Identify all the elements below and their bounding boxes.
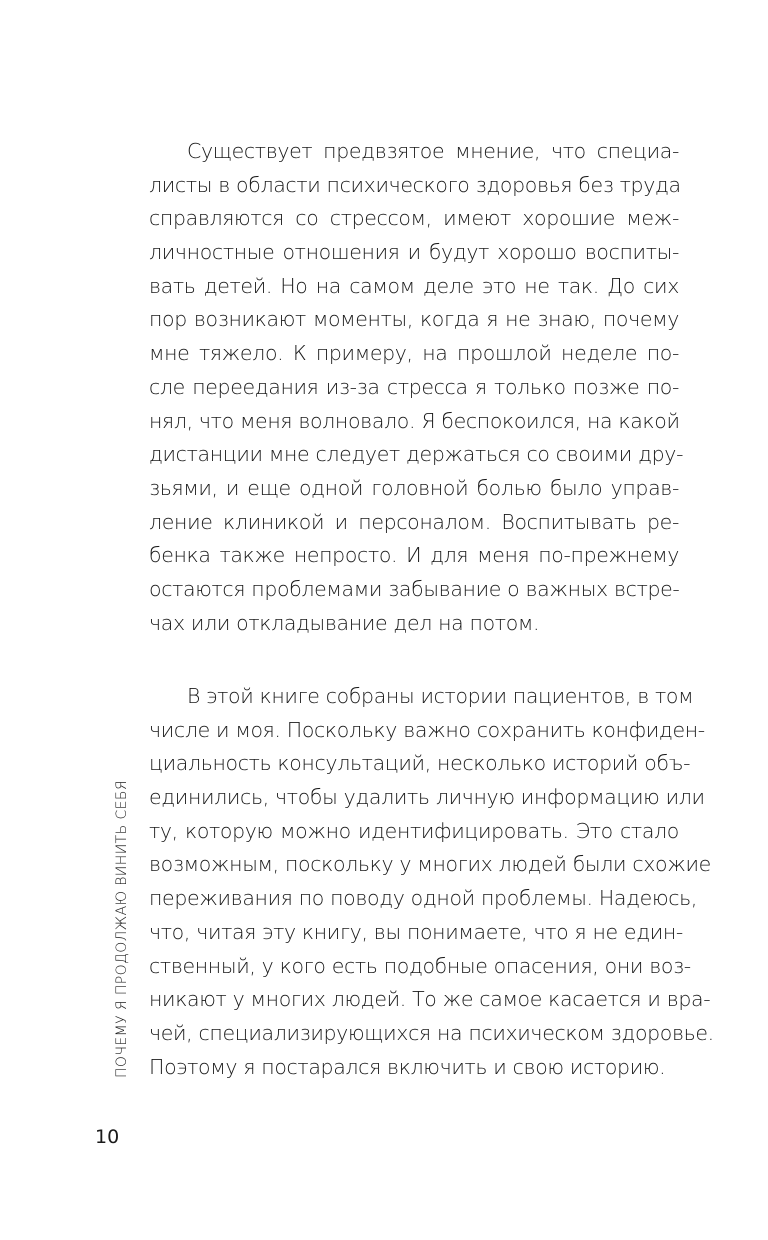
text-line: мне тяжело. К примеру, на прошлой неделе по- xyxy=(149,341,679,366)
paragraph-2 xyxy=(149,680,714,1084)
text-line: возможным, поскольку у многих людей были схожие xyxy=(149,852,711,877)
text-line: вать детей. Но на самом деле это не так. До сих xyxy=(149,273,679,298)
text-line: циальность консультаций, несколько историй объ- xyxy=(149,751,691,776)
text-line: ту, которую можно идентифицировать. Это стало xyxy=(149,818,679,843)
text-line: единились, чтобы удалить личную информацию или xyxy=(149,785,705,810)
text-line: остаются проблемами забывание о важных встре- xyxy=(149,576,680,601)
text-line: числе и моя. Поскольку важно сохранить конфиден- xyxy=(149,717,705,742)
text-line: переживания по поводу одной проблемы. Надеюсь, xyxy=(149,886,698,911)
text-line: дистанции мне следует держаться со своими дру- xyxy=(149,442,684,467)
text-line: В этой книге собраны истории пациентов, в том xyxy=(187,684,694,708)
text-line: ление клиникой и персоналом. Воспитывать ре- xyxy=(149,509,679,534)
text-line: листы в области психического здоровья без труда xyxy=(149,172,681,197)
text-line: пор возникают моменты, когда я не знаю, почему xyxy=(149,307,679,332)
text-line: бенка также непросто. И для меня по-прежнему xyxy=(149,543,679,568)
text-line: нял, что меня волновало. Я беспокоился, на какой xyxy=(149,408,680,433)
text-line: личностные отношения и будут хорошо воспиты- xyxy=(149,240,679,265)
paragraph-1 xyxy=(149,135,684,640)
text-line: зьями, и еще одной головной болью было управ- xyxy=(149,475,679,500)
text-line: Поэтому я постарался включить и свою историю. xyxy=(149,1054,666,1079)
text-line: чей, специализирующихся на психическом здоровье. xyxy=(149,1020,714,1045)
text-line: никают у многих людей. То же самое касается и вра- xyxy=(149,987,711,1012)
text-line: Существует предвзятое мнение, что специа- xyxy=(187,139,679,163)
page-number: 10 xyxy=(95,1126,120,1148)
text-line: что, читая эту книгу, вы понимаете, что я не един- xyxy=(149,919,683,944)
text-line: чах или откладывание дел на потом. xyxy=(149,610,540,635)
running-head: ПОЧЕМУ Я ПРОДОЛЖАЮ ВИНИТЬ СЕБЯ xyxy=(114,779,130,1078)
text-line: сле переедания из-за стресса я только позже по- xyxy=(149,374,679,399)
text-line: ственный, у кого есть подобные опасения, они воз- xyxy=(149,953,691,978)
text-line: справляются со стрессом, имеют хорошие меж- xyxy=(149,206,679,231)
